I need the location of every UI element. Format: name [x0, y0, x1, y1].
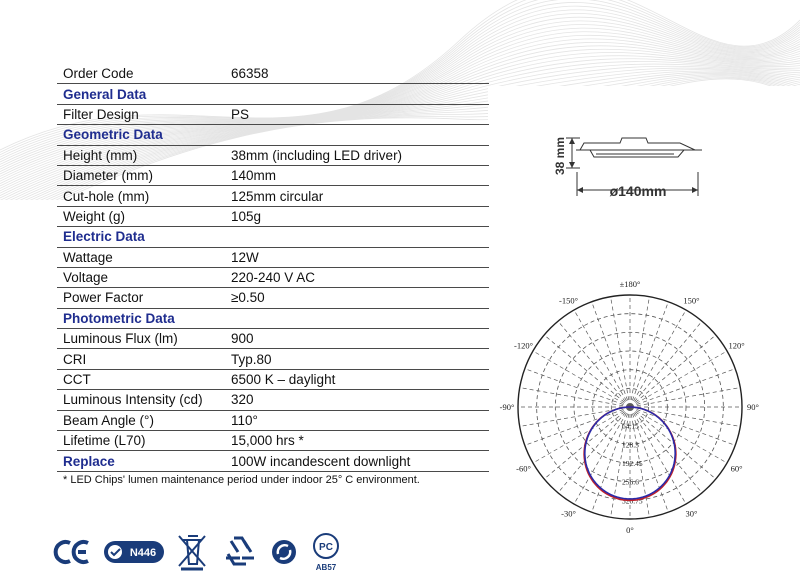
footnote: * LED Chips' lumen maintenance period under indoor 25° C environment. — [63, 474, 420, 486]
polar-angle-label: -60° — [516, 463, 531, 474]
polar-angle-label: ±180° — [619, 279, 641, 289]
spec-row — [57, 186, 489, 206]
spec-value: 100W incandescent downlight — [225, 451, 489, 471]
polar-angle-label: -120° — [513, 340, 533, 351]
spec-row — [57, 329, 489, 349]
polar-ring-label: 192.45 — [622, 459, 643, 468]
spec-row-order-code — [57, 64, 489, 84]
n446-label: N446 — [129, 547, 157, 559]
spec-value: 105g — [225, 206, 489, 226]
spec-value: 140mm — [225, 165, 489, 185]
spec-row — [57, 369, 489, 389]
spec-label: Voltage — [57, 267, 225, 287]
ce-mark-icon — [56, 542, 88, 562]
spec-label: Wattage — [57, 247, 225, 267]
spec-label: Lifetime (L70) — [57, 431, 225, 451]
spec-value: 220-240 V AC — [225, 267, 489, 287]
height-dimension-label: 38 mm — [553, 136, 567, 176]
section-header — [57, 227, 489, 247]
dimension-drawing — [550, 110, 710, 200]
spec-row — [57, 267, 489, 287]
polar-angle-label: 120° — [728, 340, 745, 351]
polar-ring-label: 320.75 — [622, 496, 643, 506]
section-title: Electric Data — [57, 227, 225, 247]
polar-angle-label: -150° — [559, 295, 578, 306]
spec-label: Height (mm) — [57, 145, 225, 165]
n446-icon — [104, 541, 164, 563]
spec-value: 125mm circular — [225, 186, 489, 206]
section-header — [57, 84, 489, 104]
polar-angle-label: 0° — [626, 525, 634, 535]
polar-angle-label: -90° — [499, 402, 515, 412]
spec-label: Beam Angle (°) — [57, 410, 225, 430]
spec-value: 6500 K – daylight — [225, 369, 489, 389]
spec-label: Power Factor — [57, 288, 225, 308]
spec-value — [225, 125, 489, 145]
spec-label: Luminous Intensity (cd) — [57, 390, 225, 410]
polar-ring-label: 128.3 — [622, 440, 639, 450]
spec-value: 900 — [225, 329, 489, 349]
section-header — [57, 125, 489, 145]
spec-label: Order Code — [57, 64, 225, 84]
spec-row — [57, 390, 489, 410]
polar-intensity-chart — [490, 275, 780, 535]
spec-value: 66358 — [225, 64, 489, 84]
spec-row — [57, 104, 489, 124]
spec-label: Cut-hole (mm) — [57, 186, 225, 206]
spec-value — [225, 308, 489, 328]
spec-row — [57, 410, 489, 430]
spec-value: 15,000 hrs * — [225, 431, 489, 451]
diameter-dimension-label: ø140mm — [609, 183, 667, 199]
green-dot-icon — [272, 540, 296, 564]
polar-angle-label: 30° — [685, 508, 698, 519]
spec-value: 12W — [225, 247, 489, 267]
recycle-icon — [226, 538, 254, 564]
spec-value: 110° — [225, 410, 489, 430]
spec-value: ≥0.50 — [225, 288, 489, 308]
section-title: Geometric Data — [57, 125, 225, 145]
spec-row — [57, 349, 489, 369]
spec-value: Typ.80 — [225, 349, 489, 369]
polar-angle-label: 60° — [730, 463, 743, 474]
polar-angle-label: 90° — [747, 402, 759, 412]
spec-row — [57, 145, 489, 165]
spec-row — [57, 431, 489, 451]
spec-value: 38mm (including LED driver) — [225, 145, 489, 165]
svg-text:PC: PC — [319, 542, 333, 553]
section-title: Replace — [57, 451, 225, 471]
polar-angle-label: -30° — [561, 508, 576, 519]
spec-row-replace — [57, 451, 489, 471]
weee-bin-icon — [179, 536, 205, 569]
spec-label: CCT — [57, 369, 225, 389]
polar-ring-label: 64.15 — [622, 421, 639, 431]
spec-label: Weight (g) — [57, 206, 225, 226]
polar-angle-label: 150° — [683, 295, 700, 306]
polar-ring-label: 256.6 — [622, 477, 639, 487]
spec-label: Filter Design — [57, 104, 225, 124]
pct-label: AB57 — [315, 563, 337, 572]
section-title: General Data — [57, 84, 225, 104]
spec-row — [57, 165, 489, 185]
spec-row — [57, 206, 489, 226]
spec-row — [57, 247, 489, 267]
spec-table — [57, 64, 489, 472]
certification-logos — [48, 524, 348, 578]
spec-value: 320 — [225, 390, 489, 410]
spec-row — [57, 288, 489, 308]
spec-label: CRI — [57, 349, 225, 369]
spec-value — [225, 227, 489, 247]
spec-label: Luminous Flux (lm) — [57, 329, 225, 349]
spec-value — [225, 84, 489, 104]
pct-icon — [314, 534, 338, 572]
spec-value: PS — [225, 104, 489, 124]
section-header — [57, 308, 489, 328]
section-title: Photometric Data — [57, 308, 225, 328]
spec-label: Diameter (mm) — [57, 165, 225, 185]
